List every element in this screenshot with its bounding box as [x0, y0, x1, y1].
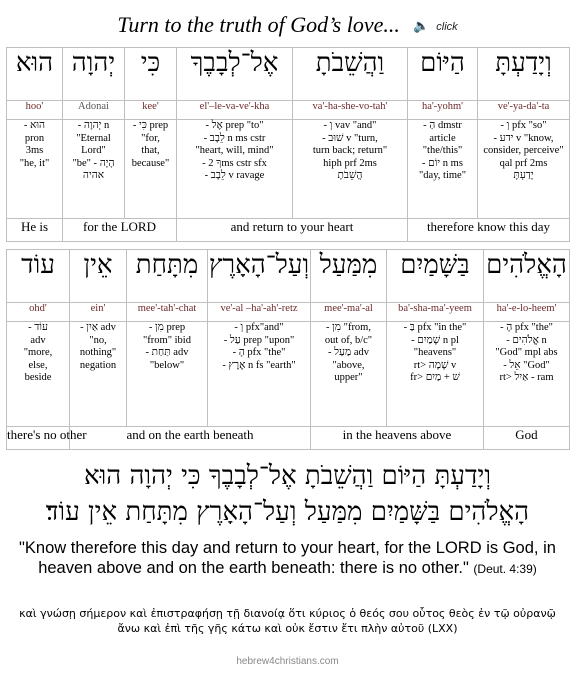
grammar-gloss: - וְ vav "and" - שׁוּב v "turn, turn back; return" hiph prf 2ms הֲשֵׁבֹתָ: [293, 120, 408, 219]
grammar-gloss: - מִן "from, out of, b/c" - מַעַל adv "above, upper": [311, 322, 387, 427]
grammar-gloss: - אַיִן adv "no, nothing" negation: [70, 322, 127, 427]
header: [0, 12, 575, 38]
transliteration-row: [7, 303, 570, 322]
site-credit[interactable]: hebrew4christians.com: [236, 656, 339, 667]
english-phrase: and return to your heart: [177, 219, 408, 242]
hebrew-word-row: [7, 48, 570, 101]
click-audio-link[interactable]: click: [436, 21, 458, 33]
transliteration: ohd': [7, 303, 70, 322]
hebrew-word: הָאֱלֹהִים: [484, 250, 570, 303]
english-phrase: for the LORD: [63, 219, 177, 242]
transliteration: ve'-al –ha'-ah'-retz: [208, 303, 311, 322]
english-phrase: in the heavens above: [311, 427, 484, 450]
hebrew-word: אֶל־לְבָבֶךָ: [177, 48, 293, 101]
english-phrase: therefore know this day: [408, 219, 570, 242]
transliteration: Adonai: [63, 101, 125, 120]
verse-reference: (Deut. 4:39): [473, 562, 537, 576]
transliteration: ba'-sha-ma'-yeem: [387, 303, 484, 322]
hebrew-word: הַיּוֹם: [408, 48, 478, 101]
grammar-gloss-row: [7, 120, 570, 219]
gloss-table-line-2: [6, 249, 570, 450]
english-phrase: and on the earth beneath: [70, 427, 311, 450]
hebrew-word: כִּי: [125, 48, 177, 101]
hebrew-word: וַהֲשֵׁבֹתָ: [293, 48, 408, 101]
hebrew-verse-line-1: וְיָדַעְתָּ הַיּוֹם וַהֲשֵׁבֹתָ אֶל־לְבָבֶךָ כִּי יְהוָה הוּא: [83, 461, 491, 491]
hebrew-verse-line-2: הָאֱלֹהִים בַּשָּׁמַיִם מִמַּעַל וְעַל־הָאָרֶץ מִתָּחַת אֵין עוֹד׃: [45, 497, 530, 527]
transliteration: el'–le-va-ve'-kha: [177, 101, 293, 120]
grammar-gloss: - וְ pfx "so" - ידע v "know, consider, perceive" qal prf 2ms יָדַעְתָּ: [478, 120, 570, 219]
transliteration: va'-ha-she-vo-tah': [293, 101, 408, 120]
grammar-gloss: - עוֹד adv "more, else, beside: [7, 322, 70, 427]
english-phrase: there's no other: [7, 427, 70, 450]
hebrew-word: עוֹד: [7, 250, 70, 303]
greek-septuagint-text: καὶ γνώσῃ σήμερον καὶ ἐπιστραφήσῃ τῇ διανοίᾳ ὅτι κύριος ὁ θεός σου οὗτος θεὸς ἐν τῷ οὐρανῷ ἄνω καὶ ἐπὶ τῆς γῆς κάτω καὶ οὐκ ἔστιν ἔτι πλὴν αὐτοῦ (LXX): [19, 607, 556, 635]
hebrew-word: בַּשָּׁמַיִם: [387, 250, 484, 303]
grammar-gloss: - כִּי prep "for, that, because": [125, 120, 177, 219]
gloss-table-line-1: [6, 47, 570, 242]
grammar-gloss: - וְ pfx"and" - עַל prep "upon" - הָ pfx "the" - אֶרֶץ n fs "earth": [208, 322, 311, 427]
hebrew-word: הוּא: [7, 48, 63, 101]
grammar-gloss-row: [7, 322, 570, 427]
hebrew-word: יְהוָה: [63, 48, 125, 101]
hebrew-word: מִמַּעַל: [311, 250, 387, 303]
transliteration: ha'-yohm': [408, 101, 478, 120]
english-phrase-row: [7, 427, 570, 450]
grammar-gloss: - מִן prep "from" ibid - תַּחַת adv "below": [127, 322, 208, 427]
grammar-gloss: - הַ dmstr article "the/this" - יוֹם n ms "day, time": [408, 120, 478, 219]
english-phrase-row: [7, 219, 570, 242]
hebrew-word: וְעַל־הָאָרֶץ: [208, 250, 311, 303]
speaker-icon[interactable]: 🔈: [412, 19, 430, 34]
english-phrase: He is: [7, 219, 63, 242]
hebrew-word: אֵין: [70, 250, 127, 303]
grammar-gloss: - אֶל prep "to" - לֵבָב n ms cstr "heart, will, mind" - ךָ 2ms cstr sfx - לֵבָב v ravage: [177, 120, 293, 219]
grammar-gloss: - הוּא pron 3ms "he, it": [7, 120, 63, 219]
transliteration: mee'-ma'-al: [311, 303, 387, 322]
hebrew-word: וְיָדַעְתָּ: [478, 48, 570, 101]
transliteration: ve'-ya-da'-ta: [478, 101, 570, 120]
grammar-gloss: - בַּ pfx "in the" - שָׁמַיִם n pl "heavens" rt> שָׁמָה v fr> שׁ + מַיִם: [387, 322, 484, 427]
transliteration: mee'-tah'-chat: [127, 303, 208, 322]
transliteration: kee': [125, 101, 177, 120]
transliteration: ein': [70, 303, 127, 322]
transliteration-row: [7, 101, 570, 120]
transliteration: hoo': [7, 101, 63, 120]
page-title: Turn to the truth of God’s love...: [117, 12, 400, 37]
hebrew-word: מִתָּחַת: [127, 250, 208, 303]
grammar-gloss: - יְהוָה n "Eternal Lord" "be" - הָיָה אהיה: [63, 120, 125, 219]
english-phrase: God: [484, 427, 570, 450]
transliteration: ha'-e-lo-heem': [484, 303, 570, 322]
grammar-gloss: - הָ pfx "the" - אֱלֹהִים n "God" mpl abs - אֵל "God" rt> אַיִל - ram: [484, 322, 570, 427]
english-verse-text: "Know therefore this day and return to your heart, for the LORD is God, in heaven above and on the earth beneath: there is no other.": [19, 539, 556, 577]
english-translation: [10, 538, 565, 579]
hebrew-word-row: [7, 250, 570, 303]
